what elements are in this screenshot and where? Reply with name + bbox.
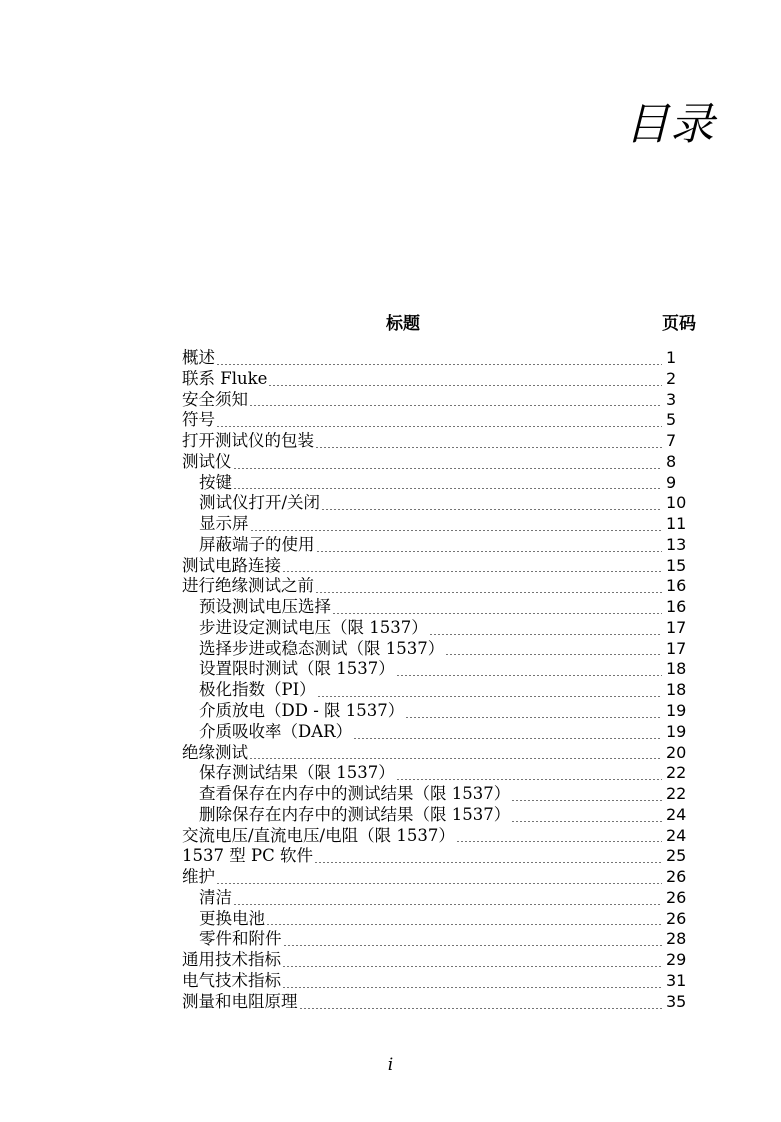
dot-leader bbox=[282, 987, 662, 988]
toc-entry-label: 测试电路连接 bbox=[182, 555, 281, 575]
toc-subentry[interactable] bbox=[182, 473, 690, 494]
toc-entry-page: 28 bbox=[666, 929, 687, 949]
toc-entry-page: 16 bbox=[666, 597, 687, 617]
dot-leader bbox=[282, 966, 662, 967]
toc-entry[interactable] bbox=[182, 867, 690, 888]
toc-entry-label: 保存测试结果（限 1537） bbox=[199, 763, 395, 783]
dot-leader bbox=[314, 862, 662, 863]
toc-entry-page: 19 bbox=[666, 721, 687, 741]
toc-entry[interactable] bbox=[182, 950, 690, 971]
dot-leader bbox=[233, 468, 663, 469]
dot-leader bbox=[233, 904, 662, 905]
toc-entry[interactable] bbox=[182, 556, 690, 577]
toc-entry-label: 测试仪 bbox=[182, 451, 232, 471]
toc-entry-page: 24 bbox=[666, 825, 687, 845]
dot-leader bbox=[405, 717, 662, 718]
toc-entry-label: 更换电池 bbox=[199, 908, 265, 928]
toc-entry-page: 26 bbox=[666, 908, 687, 928]
page-title: 目录 bbox=[625, 99, 715, 150]
toc-entry-label: 介质放电（DD - 限 1537） bbox=[199, 701, 405, 721]
toc-entry-label: 清洁 bbox=[199, 887, 232, 907]
toc-entry[interactable] bbox=[182, 992, 690, 1013]
toc-entry-label: 安全须知 bbox=[182, 389, 248, 409]
toc-entry[interactable] bbox=[182, 369, 690, 390]
toc-entry-page: 25 bbox=[666, 846, 687, 866]
toc-entry[interactable] bbox=[182, 410, 690, 431]
toc-entry-label: 设置限时测试（限 1537） bbox=[199, 659, 395, 679]
dot-leader bbox=[396, 779, 662, 780]
toc-entry-page: 10 bbox=[666, 493, 687, 513]
dot-leader bbox=[316, 551, 663, 552]
toc-entry-page: 3 bbox=[666, 389, 677, 409]
toc-subentry[interactable] bbox=[182, 722, 690, 743]
toc-subentry[interactable] bbox=[182, 701, 690, 722]
toc-entry-label: 预设测试电压选择 bbox=[199, 597, 331, 617]
dot-leader bbox=[445, 654, 662, 655]
toc-subentry[interactable] bbox=[182, 805, 690, 826]
toc-entry-label: 极化指数（PI） bbox=[199, 680, 316, 700]
toc-entry-label: 步进设定测试电压（限 1537） bbox=[199, 617, 428, 637]
toc-entry[interactable] bbox=[182, 452, 690, 473]
toc-entry-label: 介质吸收率（DAR） bbox=[199, 721, 353, 741]
dot-leader bbox=[249, 405, 662, 406]
toc-entry-page: 29 bbox=[666, 950, 687, 970]
table-of-contents bbox=[182, 348, 690, 1013]
toc-entry[interactable] bbox=[182, 576, 690, 597]
toc-entry-label: 测量和电阻原理 bbox=[182, 991, 298, 1011]
dot-leader bbox=[282, 571, 662, 572]
toc-subentry[interactable] bbox=[182, 597, 690, 618]
toc-entry-label: 按键 bbox=[199, 472, 232, 492]
toc-entry-label: 打开测试仪的包装 bbox=[182, 431, 314, 451]
toc-entry-page: 18 bbox=[666, 680, 687, 700]
toc-entry[interactable] bbox=[182, 826, 690, 847]
toc-entry-page: 22 bbox=[666, 784, 687, 804]
toc-subentry[interactable] bbox=[182, 929, 690, 950]
toc-entry-label: 1537 型 PC 软件 bbox=[182, 846, 313, 866]
toc-entry[interactable] bbox=[182, 846, 690, 867]
toc-entry-page: 22 bbox=[666, 763, 687, 783]
toc-entry[interactable] bbox=[182, 743, 690, 764]
toc-entry-label: 联系 Fluke bbox=[182, 368, 268, 388]
toc-entry-page: 19 bbox=[666, 701, 687, 721]
dot-leader bbox=[353, 738, 662, 739]
toc-subentry[interactable] bbox=[182, 909, 690, 930]
toc-subentry[interactable] bbox=[182, 535, 690, 556]
dot-leader bbox=[511, 800, 662, 801]
toc-entry-label: 概述 bbox=[182, 348, 215, 367]
toc-entry-page: 26 bbox=[666, 887, 687, 907]
toc-subentry[interactable] bbox=[182, 763, 690, 784]
page-column-header: 页码 bbox=[662, 314, 696, 334]
toc-subentry[interactable] bbox=[182, 680, 690, 701]
dot-leader bbox=[317, 696, 662, 697]
dot-leader bbox=[216, 364, 662, 365]
toc-entry-page: 16 bbox=[666, 576, 687, 596]
toc-entry-label: 显示屏 bbox=[199, 514, 249, 534]
dot-leader bbox=[283, 945, 663, 946]
toc-entry-page: 31 bbox=[666, 970, 687, 990]
toc-entry-page: 5 bbox=[666, 410, 677, 430]
toc-entry-page: 1 bbox=[666, 348, 677, 367]
toc-subentry[interactable] bbox=[182, 888, 690, 909]
dot-leader bbox=[332, 613, 662, 614]
toc-entry-page: 18 bbox=[666, 659, 687, 679]
dot-leader bbox=[216, 883, 662, 884]
toc-entry-label: 查看保存在内存中的测试结果（限 1537） bbox=[199, 784, 511, 804]
toc-entry[interactable] bbox=[182, 971, 690, 992]
dot-leader bbox=[456, 841, 662, 842]
toc-subentry[interactable] bbox=[182, 639, 690, 660]
title-column-header: 标题 bbox=[386, 314, 420, 334]
toc-entry-label: 零件和附件 bbox=[199, 929, 282, 949]
dot-leader bbox=[250, 530, 663, 531]
toc-entry-label: 选择步进或稳态测试（限 1537） bbox=[199, 638, 445, 658]
toc-entry-page: 20 bbox=[666, 742, 687, 762]
toc-entry-page: 35 bbox=[666, 991, 687, 1011]
toc-subentry[interactable] bbox=[182, 514, 690, 535]
toc-entry[interactable] bbox=[182, 390, 690, 411]
page-number: i bbox=[387, 1055, 394, 1075]
toc-entry-label: 绝缘测试 bbox=[182, 742, 248, 762]
toc-subentry[interactable] bbox=[182, 659, 690, 680]
dot-leader bbox=[266, 924, 662, 925]
dot-leader bbox=[233, 488, 662, 489]
dot-leader bbox=[429, 634, 662, 635]
toc-entry-page: 26 bbox=[666, 867, 687, 887]
toc-entry-label: 屏蔽端子的使用 bbox=[199, 534, 315, 554]
toc-entry[interactable] bbox=[182, 348, 690, 369]
toc-entry-label: 测试仪打开/关闭 bbox=[199, 493, 321, 513]
toc-entry-label: 符号 bbox=[182, 410, 215, 430]
dot-leader bbox=[396, 675, 662, 676]
toc-entry-page: 24 bbox=[666, 804, 687, 824]
dot-leader bbox=[249, 758, 662, 759]
dot-leader bbox=[315, 447, 662, 448]
toc-entry-label: 删除保存在内存中的测试结果（限 1537） bbox=[199, 804, 511, 824]
toc-subentry[interactable] bbox=[182, 784, 690, 805]
toc-entry-page: 17 bbox=[666, 638, 687, 658]
toc-entry-label: 电气技术指标 bbox=[182, 970, 281, 990]
toc-entry-label: 通用技术指标 bbox=[182, 950, 281, 970]
dot-leader bbox=[268, 385, 662, 386]
dot-leader bbox=[216, 426, 662, 427]
toc-entry-label: 交流电压/直流电压/电阻（限 1537） bbox=[182, 825, 455, 845]
dot-leader bbox=[315, 592, 662, 593]
toc-entry-page: 9 bbox=[666, 472, 677, 492]
dot-leader bbox=[511, 821, 662, 822]
dot-leader bbox=[299, 1008, 663, 1009]
toc-entry-label: 进行绝缘测试之前 bbox=[182, 576, 314, 596]
dot-leader bbox=[321, 509, 662, 510]
toc-entry-page: 2 bbox=[666, 368, 677, 388]
toc-entry-page: 8 bbox=[666, 451, 677, 471]
toc-entry-page: 13 bbox=[666, 534, 687, 554]
toc-entry-page: 11 bbox=[666, 514, 687, 534]
toc-entry-label: 维护 bbox=[182, 867, 215, 887]
toc-entry-page: 7 bbox=[666, 431, 677, 451]
toc-entry-page: 17 bbox=[666, 617, 687, 637]
toc-entry[interactable] bbox=[182, 431, 690, 452]
toc-subentry[interactable] bbox=[182, 493, 690, 514]
toc-entry-page: 15 bbox=[666, 555, 687, 575]
toc-subentry[interactable] bbox=[182, 618, 690, 639]
